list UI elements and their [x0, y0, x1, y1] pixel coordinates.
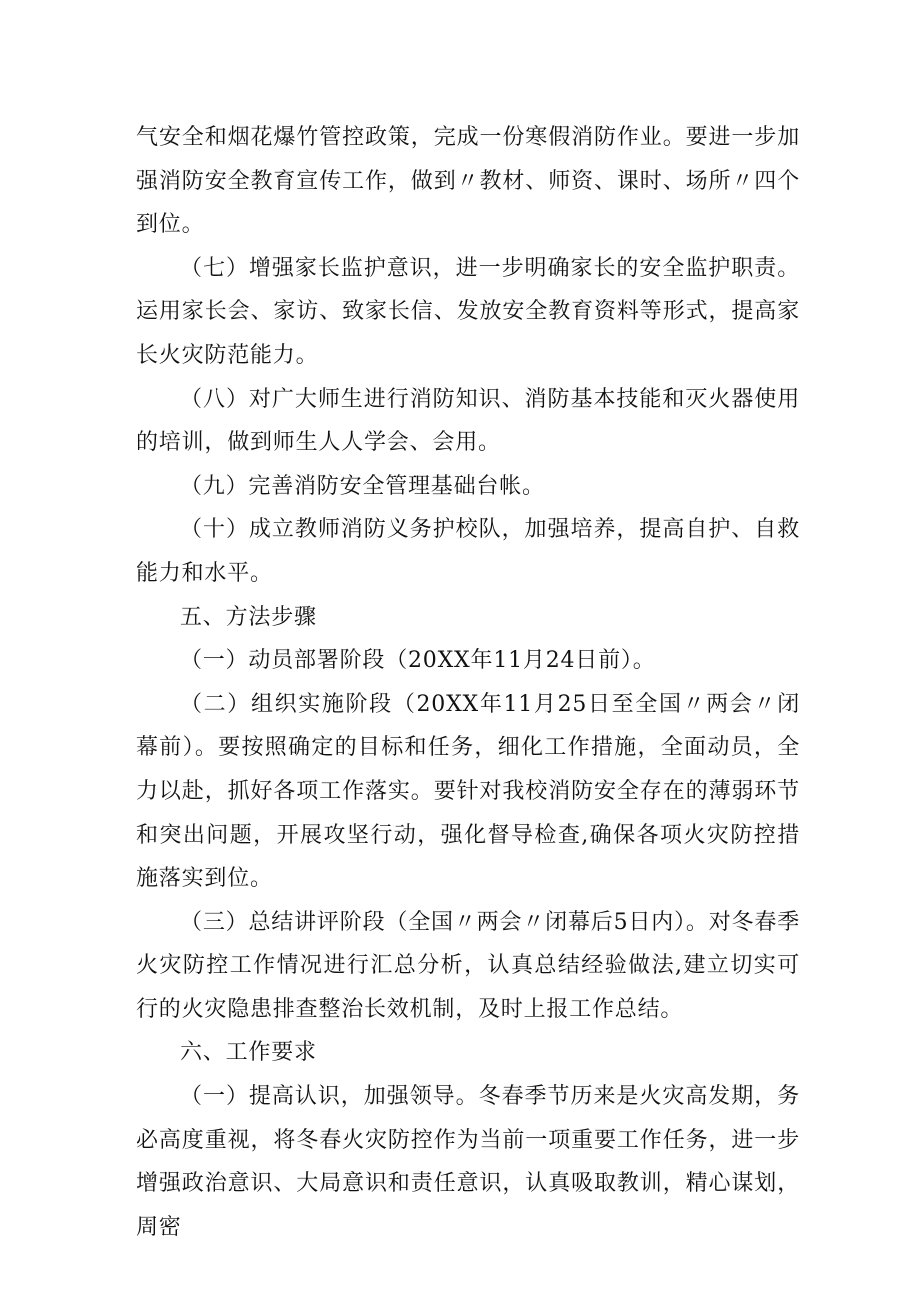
paragraph-continuation: 气安全和烟花爆竹管控政策，完成一份寒假消防作业。要进一步加强消防安全教育宣传工作，做到〃教材、师资、课时、场所〃四个到位。	[136, 125, 800, 238]
paragraph-requirement-1: （一）提高认识，加强领导。冬春季节历来是火灾高发期，务必高度重视，将冬春火灾防控作为当前一项重要工作任务，进一步增强政治意识、大局意识和责任意识，认真吸取教训，精心谋划，周密	[136, 1084, 800, 1240]
document-body	[136, 116, 800, 1249]
paragraph-step-1: （一）动员部署阶段（20XX年11月24日前）。	[180, 648, 656, 674]
section-heading-requirements: 六、工作要求	[180, 1040, 317, 1066]
paragraph-step-2: （二）组织实施阶段（20XX年11月25日至全国〃两会〃闭幕前）。要按照确定的目标和任务，细化工作措施，全面动员，全力以赴，抓好各项工作落实。要针对我校消防安全存在的薄弱环节和突出问题，开展攻坚行动，强化督导检查,确保各项火灾防控措施落实到位。	[136, 691, 800, 892]
paragraph-item-9: （九）完善消防安全管理基础台帐。	[180, 473, 545, 499]
paragraph-item-7: （七）增强家长监护意识，进一步明确家长的安全监护职责。运用家长会、家访、致家长信、发放安全教育资料等形式，提高家长火灾防范能力。	[136, 255, 800, 368]
paragraph-item-10: （十）成立教师消防义务护校队，加强培养，提高自护、自救能力和水平。	[136, 517, 800, 586]
section-heading-methods: 五、方法步骤	[180, 604, 317, 630]
paragraph-item-8: （八）对广大师生进行消防知识、消防基本技能和灭火器使用的培训，做到师生人人学会、会用。	[136, 386, 800, 456]
paragraph-step-3: （三）总结讲评阶段（全国〃两会〃闭幕后5日内）。对冬春季火灾防控工作情况进行汇总分析，认真总结经验做法,建立切实可行的火灾隐患排查整治长效机制，及时上报工作总结。	[136, 909, 800, 1022]
